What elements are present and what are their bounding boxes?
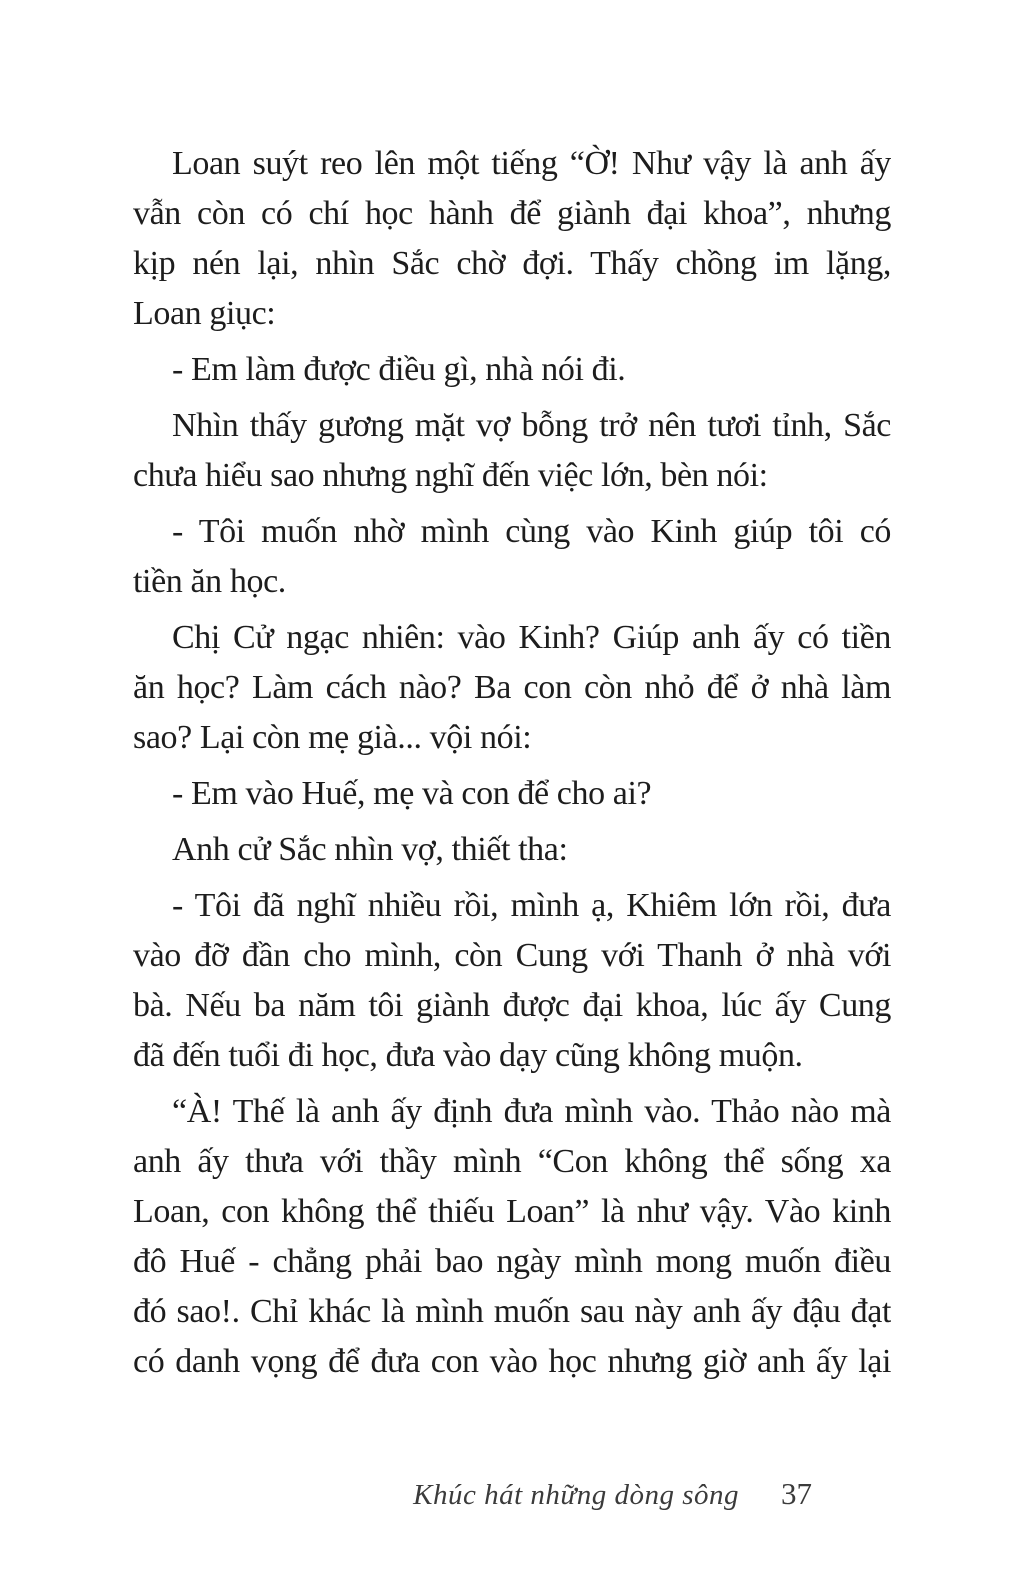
body-text — [133, 139, 891, 1387]
text-line: tiền ăn học. — [133, 563, 286, 600]
text-line: sao? Lại còn mẹ già... vội nói: — [133, 719, 532, 756]
paragraph — [133, 507, 891, 607]
text-line: Anh cử Sắc nhìn vợ, thiết tha: — [172, 831, 568, 868]
text-line: Loan giục: — [133, 295, 276, 332]
text-line: ăn học? Làm cách nào? Ba con còn nhỏ để ở nhà làm — [133, 669, 891, 706]
text-line: Chị Cử ngạc nhiên: vào Kinh? Giúp anh ấy có tiền — [172, 619, 891, 656]
text-line: bà. Nếu ba năm tôi giành được đại khoa, lúc ấy Cung — [133, 987, 891, 1024]
text-line: đô Huế - chẳng phải bao ngày mình mong muốn điều — [133, 1243, 891, 1280]
paragraph — [133, 139, 891, 339]
paragraph — [133, 401, 891, 501]
text-line: vào đỡ đần cho mình, còn Cung với Thanh ở nhà với — [133, 937, 891, 974]
paragraph — [133, 881, 891, 1081]
text-line: anh ấy thưa với thầy mình “Con không thể sống xa — [133, 1143, 891, 1180]
text-line: Loan suýt reo lên một tiếng “Ờ! Như vậy là anh ấy — [172, 145, 891, 182]
text-line: vẫn còn có chí học hành để giành đại khoa”, nhưng — [133, 195, 891, 232]
running-footer-title: Khúc hát những dòng sông — [413, 1479, 739, 1511]
text-line: “À! Thế là anh ấy định đưa mình vào. Thảo nào mà — [172, 1093, 891, 1130]
text-line: - Tôi muốn nhờ mình cùng vào Kinh giúp tôi có — [172, 513, 891, 550]
text-line: đã đến tuổi đi học, đưa vào dạy cũng không muộn. — [133, 1037, 803, 1074]
text-line: có danh vọng để đưa con vào học nhưng giờ anh ấy lại — [133, 1343, 891, 1380]
paragraph — [133, 345, 891, 395]
page-number: 37 — [781, 1476, 812, 1511]
paragraph — [133, 769, 891, 819]
paragraph — [133, 1087, 891, 1387]
page-footer — [413, 1476, 812, 1512]
text-line: - Em vào Huế, mẹ và con để cho ai? — [172, 775, 652, 812]
text-line: Loan, con không thể thiếu Loan” là như vậy. Vào kinh — [133, 1193, 891, 1230]
paragraph — [133, 825, 891, 875]
text-line: đó sao!. Chỉ khác là mình muốn sau này anh ấy đậu đạt — [133, 1293, 891, 1330]
text-line: - Tôi đã nghĩ nhiều rồi, mình ạ, Khiêm lớn rồi, đưa — [172, 887, 891, 924]
paragraph — [133, 613, 891, 763]
text-line: chưa hiểu sao nhưng nghĩ đến việc lớn, bèn nói: — [133, 457, 768, 494]
text-line: Nhìn thấy gương mặt vợ bỗng trở nên tươi tỉnh, Sắc — [172, 407, 891, 444]
text-line: - Em làm được điều gì, nhà nói đi. — [172, 351, 626, 388]
text-line: kịp nén lại, nhìn Sắc chờ đợi. Thấy chồng im lặng, — [133, 245, 891, 282]
